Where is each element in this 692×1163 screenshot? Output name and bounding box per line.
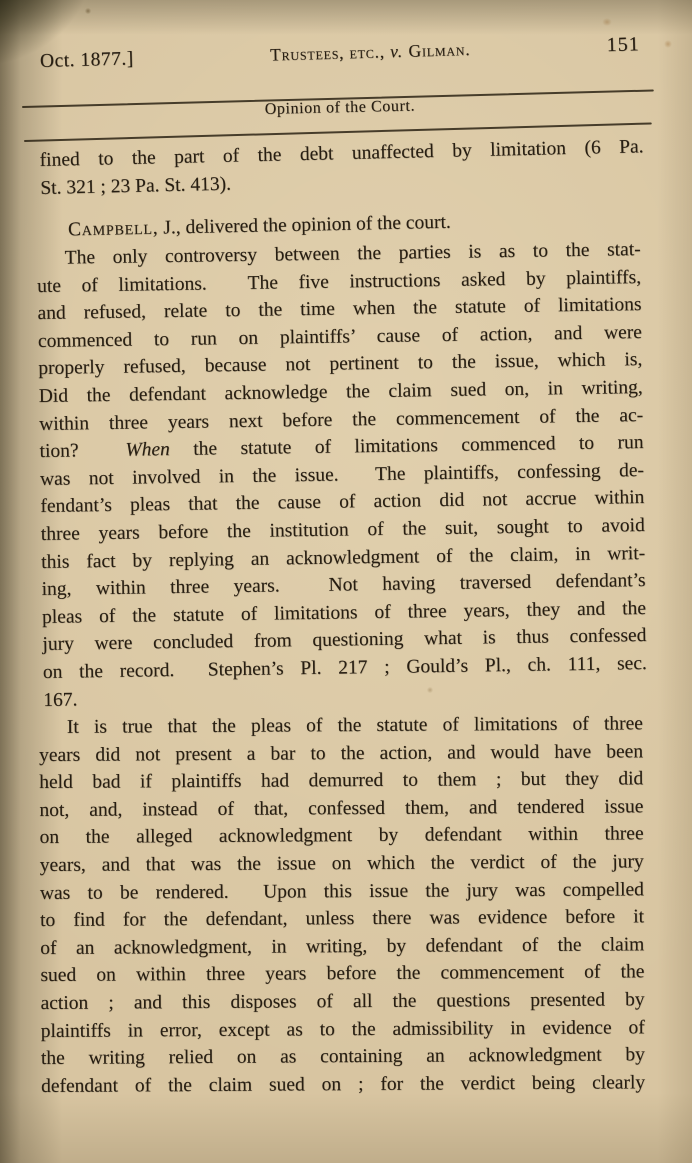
text-line: the writing relied on as containing an acknowledgment by [40,1044,645,1069]
paragraph [39,710,645,1100]
case-title [270,39,471,66]
page-number: 151 [606,33,641,57]
text-line: years did not present a bar to the action, and would have been [39,740,644,766]
text-line: was to be rendered. Upon this issue the jury was compelled [39,878,644,904]
text-line: this fact by replying an acknowledgment of the claim, in writ- [41,542,646,573]
text-line: pleas of the statute of limitations of three years, they and the [41,597,647,628]
text-line: not, and, instead of that, confessed them, and tendered issue [39,795,644,821]
text-line: properly refused, because not pertinent to the issue, which is, [38,349,643,380]
text-line: ute of limitations. The five instructions asked by plaintiffs, [36,266,642,297]
text-line: sued on within three years before the commencement of the [40,961,645,987]
text-line: three years before the institution of the suit, sought to avoid [40,514,645,545]
opinion-text [36,136,647,1100]
date-label: Oct. 1877.] [39,48,135,72]
text-segment: When [125,439,170,461]
text-segment: tion? [39,439,126,462]
text-line: was not involved in the issue. The plaintiffs, confessing de- [39,459,645,490]
text-line: fendant’s pleas that the cause of action did not accrue within [40,487,645,518]
paragraph [39,133,644,202]
text-line: 167. [43,688,78,711]
text-segment: Campbell, [67,217,159,241]
running-head: Opinion of the Court. [264,97,416,118]
text-segment: Trustees, etc., [269,41,391,65]
text-line: of an acknowledgment, in writing, by defendant of the claim [40,933,645,959]
text-line: held bad if plaintiffs had demurred to them ; but they did [39,768,644,794]
text-line: The only controversy between the parties is as to the stat- [64,238,641,269]
text-line: It is true that the pleas of the statute of limitations of three [66,713,643,738]
text-line: St. 321 ; 23 Pa. St. 413). [40,173,232,199]
text-line: fined to the part of the debt unaffected by limitation (6 Pa. [39,136,644,172]
text-line: and refused, relate to the time when the statute of limitations [37,294,642,324]
text-segment: J., delivered the opinion of the court. [158,211,451,239]
text-line: defendant of the claim sued on ; for the verdict being clearly [41,1071,646,1097]
text-segment: the statute of limitations commenced to run [169,431,644,461]
text-segment: Gilman. [403,38,471,61]
text-segment: v. [389,40,404,62]
page-header [40,33,640,73]
text-line: ing, within three years. Not having traversed defendant’s [41,569,646,600]
text-line: on the record. Stephen’s Pl. 217 ; Gould’s Pl., ch. 111, sec. [42,652,647,683]
text-line: years, and that was the issue on which the verdict of the jury [39,851,644,876]
text-line: plaintiffs in error, except as to the admissibility in evidence of [40,1016,645,1042]
text-line: commenced to run on plaintiffs’ cause of action, and were [37,321,643,352]
text-line: within three years next before the commencement of the ac- [39,404,644,435]
text-line: jury were concluded from questioning what is thus confessed [42,625,647,656]
text-line: to find for the defendant, unless there was evidence before it [40,906,645,932]
paragraph [37,236,648,714]
text-line: action ; and this disposes of all the questions presented by [40,989,645,1014]
text-line: on the alleged acknowledgment by defendant within three [39,823,644,849]
text-line: Did the defendant acknowledge the claim sued on, in writing, [38,376,643,407]
